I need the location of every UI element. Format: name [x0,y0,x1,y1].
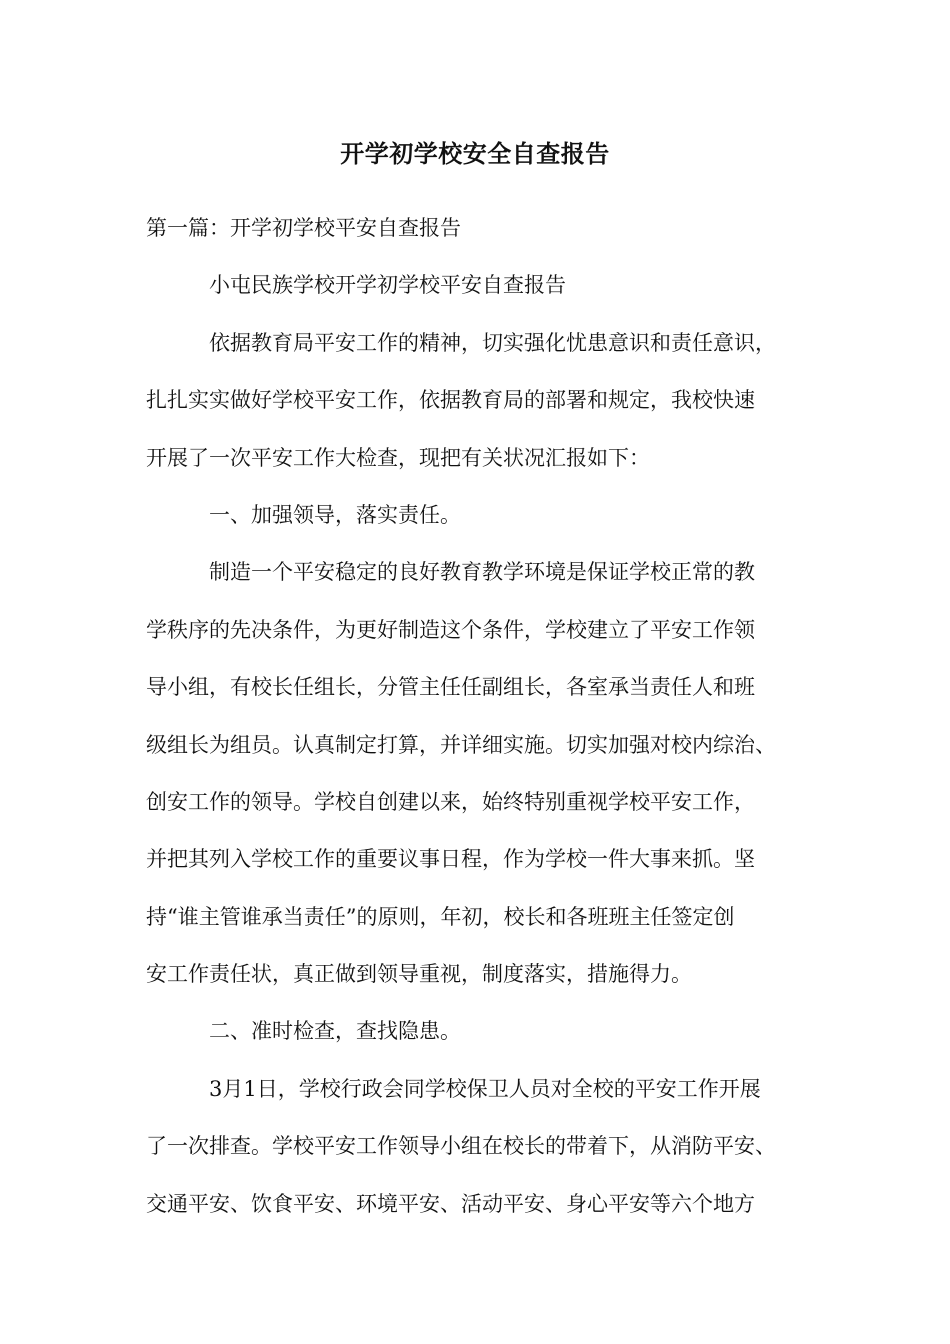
section-heading: 第一篇：开学初学校平安自查报告 [146,216,461,240]
section-heading: 二、准时检查，查找隐患。 [209,1019,461,1044]
paragraph-line: 扎扎实实做好学校平安工作，依据教育局的部署和规定，我校快速 [146,388,755,413]
paragraph-line: 制造一个平安稳定的良好教育教学环境是保证学校正常的教 [209,560,755,585]
paragraph-line: 学秩序的先决条件，为更好制造这个条件，学校建立了平安工作领 [146,617,755,642]
paragraph-line: 3月1日，学校行政会同学校保卫人员对全校的平安工作开展 [209,1076,761,1101]
paragraph-line: 依据教育局平安工作的精神，切实强化忧患意识和责任意识， [209,330,776,355]
paragraph-line: 了一次排查。学校平安工作领导小组在校长的带着下，从消防平安、 [146,1134,776,1159]
paragraph-line: 交通平安、饮食平安、环境平安、活动平安、身心平安等六个地方 [146,1191,755,1216]
paragraph-line: 创安工作的领导。学校自创建以来，始终特别重视学校平安工作， [146,789,755,814]
paragraph-line: 导小组，有校长任组长，分管主任任副组长，各室承当责任人和班 [146,675,755,700]
paragraph-line: 持“谁主管谁承当责任”的原则，年初，校长和各班班主任签定创 [146,904,735,929]
document-title: 开学初学校安全自查报告 [340,139,610,168]
subtitle: 小屯民族学校开学初学校平安自查报告 [209,273,566,298]
paragraph-line: 安工作责任状，真正做到领导重视，制度落实，措施得力。 [146,962,692,987]
document-body [146,200,826,1233]
paragraph-line: 并把其列入学校工作的重要议事日程，作为学校一件大事来抓。坚 [146,847,755,872]
paragraph-line: 级组长为组员。认真制定打算，并详细实施。切实加强对校内综治、 [146,732,776,757]
paragraph-line: 开展了一次平安工作大检查，现把有关状况汇报如下： [146,445,650,470]
section-heading: 一、加强领导，落实责任。 [209,502,461,527]
